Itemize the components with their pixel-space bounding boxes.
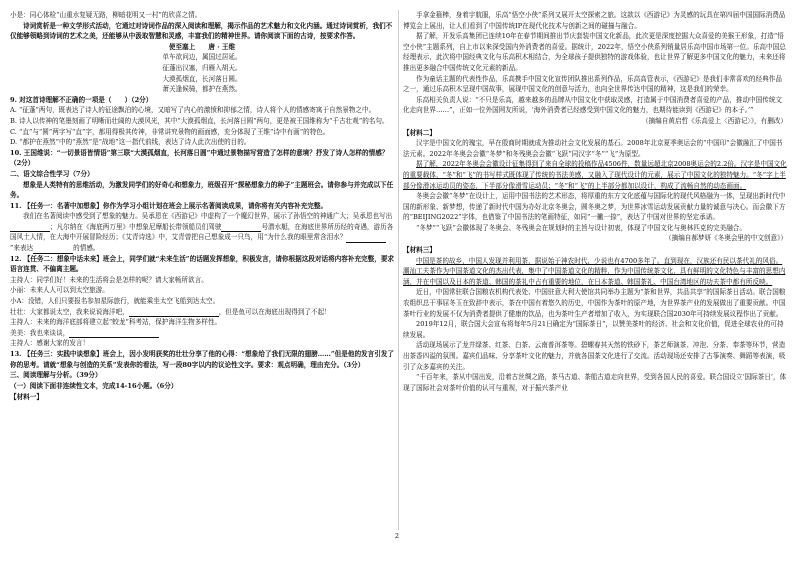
paragraph: 据了解，开发乐高集团已连续10年在春节期间推出节庆套装中国文化新品，此次更是深度挖掘大众喜爱的美猴王形象，打造“悟空小侠”主题系列，自上市以来深受国内外消费者的喜爱。据统计，2022年，悟空小侠系列销量居乐高中国市场第一位。乐高中国总经理表示，此次将中国经典文化与乐高积木相结合，为全球孩子提供独特的游戏体验，也让世界了解更多中国文化的魅力，未来还将推出更多融合中国传统文化元素的新品。 [403,32,786,72]
right-column [403,10,787,530]
answer-blank[interactable] [346,235,386,243]
answer-blank[interactable] [221,224,261,232]
section-intro: 想象是人类特有的思维活动，为激发同学们的好奇心和想象力，班级召开“探秘想象力的种子”主题班会。请你参与并完成以下任务。 [10,180,394,200]
paragraph: “冬梦”“飞跃”会徽体现了冬奥会、冬残奥会在规划时的主旨与设计初衷，体现了中国文化与奥林匹克的完美融合。 [416,223,746,232]
answer-blank[interactable] [69,330,159,338]
poem-line: 征蓬出汉塞，归雁入胡天。 [162,63,242,72]
left-column [10,10,394,530]
question-12: 12. 【任务二：想象中话未来】班会上，同学们就“未来生活”的话题发挥想象，积极发言，请你根据这段对话将内容补充完整，要求语言连贯、不偏离主题。 [10,254,394,274]
text-span: 壮壮：大家都说太空，我来说说海洋吧， [10,307,129,316]
text-span: 号潜水艇，在海底世界所历经的奇遇，游历各国风土人情，在大海中开展冒险经历；《艾青诗选》中，艾青曾把自己想象成一只鸟，用“为什么我的眼里常含泪水？ [10,222,394,242]
question-11 [10,201,394,212]
option-c: C. “直”与“圆”两字写“直”字，都用得极其传神，非常讲究景物的画面感，充分体现了王维“诗中有画”的特色。 [10,127,330,136]
material-heading: 【材料二】 [403,128,436,137]
source-citation: （摘编自黄启哲《乐高爱上〈西游记〉》，有删改） [641,116,787,125]
dialogue-line: 主持人：同学们好！未来的生活将会是怎样的呢？请大家畅所欲言。 [10,275,208,284]
material-heading: 【材料一】 [10,393,43,402]
paragraph: 小是：同心体检“山重水复疑无路，柳暗花明又一村”的欣喜之情。 [10,11,202,19]
poem-line: 萧关逢候骑，都护在燕然。 [162,85,242,94]
text-span: ；凡尔纳在《海底两万里》中想象尼摩船长带领船员们驾驶 [50,222,222,231]
question-9: 9. 对这首诗理解不正确的一项是（ ）（2分） [10,95,153,104]
answer-blank[interactable] [10,224,50,232]
poem-line: 大漠孤烟直，长河落日圆。 [162,74,242,83]
paragraph: 手拿金箍棒，身着宇航服，乐高“悟空小侠”系列又展开太空探索之旅。这款以《西游记》为灵感的玩具在第四届中国国际消费品博览会上展出，让人们看到了中国传统IP在现代化技术与创新之间的碰撞与融合。 [403,11,786,30]
dialogue-line: 小丽：未来人人可以到太空旅游。 [10,286,109,295]
paragraph: 活动现场展示了龙井绿茶、红茶、白茶、云南普洱茶等。碧螺春其天然的铁砂下，茶艺师演茶、冲泡、分茶、奉茶等环节，营造出茶香四溢的氛围。嘉宾们品味、分享茶叶文化的魅力，并就各国茶文化进行了交流。活动现场还安排了古筝演奏、舞蹈等表演，吸引了众多嘉宾的关注。 [403,341,786,371]
answer-blank[interactable] [129,309,219,317]
section-heading: 三、阅读理解与分析。（39分） [10,371,102,380]
poem [10,42,394,95]
question-11-body [10,211,394,253]
subsection-heading: （一）阅读下面非连续性文本，完成14-16小题。（6分） [10,381,178,390]
material-heading: 【材料三】 [403,246,436,255]
option-a: A. “征蓬”两句，既表达了诗人的征途飘泊的心境，又暗写了内心的激愤和抑郁之情，诗人将个人的情感寄寓于自然景物之中。 [10,106,376,115]
column-divider [398,10,399,530]
dialogue-line: 主持人：未来的海洋底部将建立起“蛟龙”科考站，保护海洋生物多样性。 [10,318,222,327]
option-d: D. “都护在燕然”中的“燕然”是“战地”这一指代前线，表达了诗人此次出使的目的。 [10,138,251,147]
section-heading: 二、语文综合性学习（7分） [10,169,94,178]
paragraph: 作为童话主题的代表性作品，乐高携手中国文化宣传团队推出系列作品，乐高高管表示，《西游记》是我们非常喜欢的经典作品之一，通过乐高积木呈现中国故事，展现中国文化的创意与活力，也向全世界传达中国的精神，这是我们的荣幸。 [403,74,782,94]
paragraph: 2019年12月，联合国大会宣布将每年5月21日确定为“国际茶日”，以赞美茶叶的经济、社会和文化价值，促进全球农业的可持续发展。 [403,320,784,339]
question-13: 13. 【任务三：实践中谈想象】班会上，因小发明获奖的壮壮分享了他的心得：“想象给了我们无限的翅膀……”但是他的发言引发了你的思考。请就“想象与创造的关系”发表你的看法，写一段80字以内的议论性文字。要求：观点明确，理由充分。（3分） [10,350,394,369]
poem-line: 单车欲问边，属国过居延。 [162,53,242,62]
paragraph: “千百年来，茶从中国出发，沿着古丝绸之路，茶马古道、茶船古道走向世界，受到各国人民的喜爱。联合国设立‘国际茶日’，体现了国际社会对茶叶价值的认可与重视，对于振兴茶产业 [403,373,787,392]
text-span: 的情感。 [73,244,100,253]
text-span: 美美：我也来谈谈， [10,328,70,337]
dialogue-line [10,307,394,318]
dialogue-line: 主持人：感谢大家的发言！ [10,339,90,348]
page-number: 2 [394,532,400,540]
question-10: 10. 王国维说：“一切景语皆情语”第三联“大漠孤烟直，长河落日圆”中通过景物描写营造了怎样的意境？抒发了诗人怎样的情感？（2分） [10,148,389,168]
paragraph: 乐高相关负责人说：“不只是乐高，越来越多的品牌从中国文化中获取灵感，打造属于中国消费者喜爱的产品，推动中国传统文化走向世界……”，正如一位外国网友所说，‘海外消费者已经感受到中国文化的魅力，也期待能读到《西游记》的本子。’” [403,95,783,115]
source-citation: （摘编自郝梦妍《冬奥会里的中文创意》） [665,234,787,243]
answer-blank[interactable] [33,246,73,254]
question-11-text: 11. 【任务一：名著中加想象】你作为学习小组计划在班会上展示名著阅读成果，请你将有关内容补充完整。 [10,201,328,210]
dialogue-line: 小A：没错，人们只要报名参加星际旅行，就能乘坐太空飞船到达太空。 [10,297,220,306]
paragraph: 汉字是中国文化的瑰宝，早在殷商时期就成为推动社会文化发展的基石。2008年北京夏季奥运会的“中国印”会徽融汇了中国书法元素。2022年冬奥会会徽“冬梦”和冬残奥会会徽“飞跃”同汉字“冬”“飞”为原型。 [403,139,783,158]
paragraph: 冬奥会会徽“冬梦”在设计上，运用中国书法的艺术形态，将厚重的东方文化底蕴与国际化的现代风格融为一体，呈现出新时代中国的新形象、新梦想，传递了新时代中国为办好北京冬奥会，圆冬奥之梦，为世界冰雪运动发展贡献力量的诚意与决心。而会徽下方的“BEIJING2022”字体，也借鉴了中国书法的笔画特征，如同“一撇一捺”，表达了中国对世界的坚定承诺。 [403,192,786,222]
paragraph: 近日，中国常驻联合国粮农机构代表处、中国驻意大利大使馆共同举办主题为“茶和世界，共品共享”的国际茶日活动。联合国粮农组织总干事屈冬玉在致辞中表示，茶在中国有着悠久的历史，中国作为茶叶的原产地，为世界茶产业的发展做出了重要贡献。中国茶叶行业的发展不仅为消费者提供了健康的饮品，也为茶叶生产者增加了收入，为实现联合国2030年可持续发展议程作出了贡献。 [403,288,786,318]
dialogue-line [10,328,394,339]
text-span: ，但是鱼可以在海底出现得到了不起！ [218,307,331,316]
paragraph-underlined: 据了解，2022年冬奥会会徽设计征集得到了来自全球的投稿作品4506件，数量远超北京2008奥运会的2.2倍。汉字是中国文化的重要载体，“冬”和“飞”的书写样式既体现了传统的书法美感，又融入了现代设计的元素，展示了中国文化的独特魅力。“冬”字上半部分像滑冰运动员的姿态，下半部分像滑雪运动员；“冬”和“飞”的上半部分都加以设计，构成了流畅自然的动态画面。 [403,160,787,190]
text-span: ”来表达 [10,244,34,253]
text-span: 我们在名著阅读中感受到了想象的魅力。吴承恩在《西游记》中虚构了一个魔幻世界，展示了孙悟空的神通广大；吴承恩也写出 [23,212,393,221]
paragraph-underlined: 中国是茶的故乡，中国人发现并利用茶，据说始于神农时代，少说也有4700多年了。直到现在，汉族还有民以茶代礼的风俗。潮汕工夫茶作为中国茶道文化的杰出代表，集中了中国茶道文化的精粹，作为中国传统茶文化，具有鲜明的文化特色与丰富的思想内涵，并在中国以及日本的茶道、韩国的茶礼中占有重要的地位，在日本茶道、韩国茶礼、中国台湾地区的功夫茶中都有所反映。 [403,256,786,286]
section-intro: 诗词赏析是一种文学形式活动，它通过对诗词作品的深入阅读和理解，揭示作品的艺术魅力和文化内涵。通过诗词赏析，我们不仅能够领略到诗词的艺术之美，还能够从中汲取智慧和灵感，丰富我们的精神世界。请你阅读下面的古诗，按要求作答。 [10,21,393,41]
poem-title: 使至塞上 唐 · 王维 [168,42,236,51]
option-b: B. 诗人以传神的笔墨刻画了明晰而壮阔的大漠风光，其中“大漠孤烟直，长河落日圆”两句，更是被王国维称为“千古壮观”的名句。 [10,116,389,125]
